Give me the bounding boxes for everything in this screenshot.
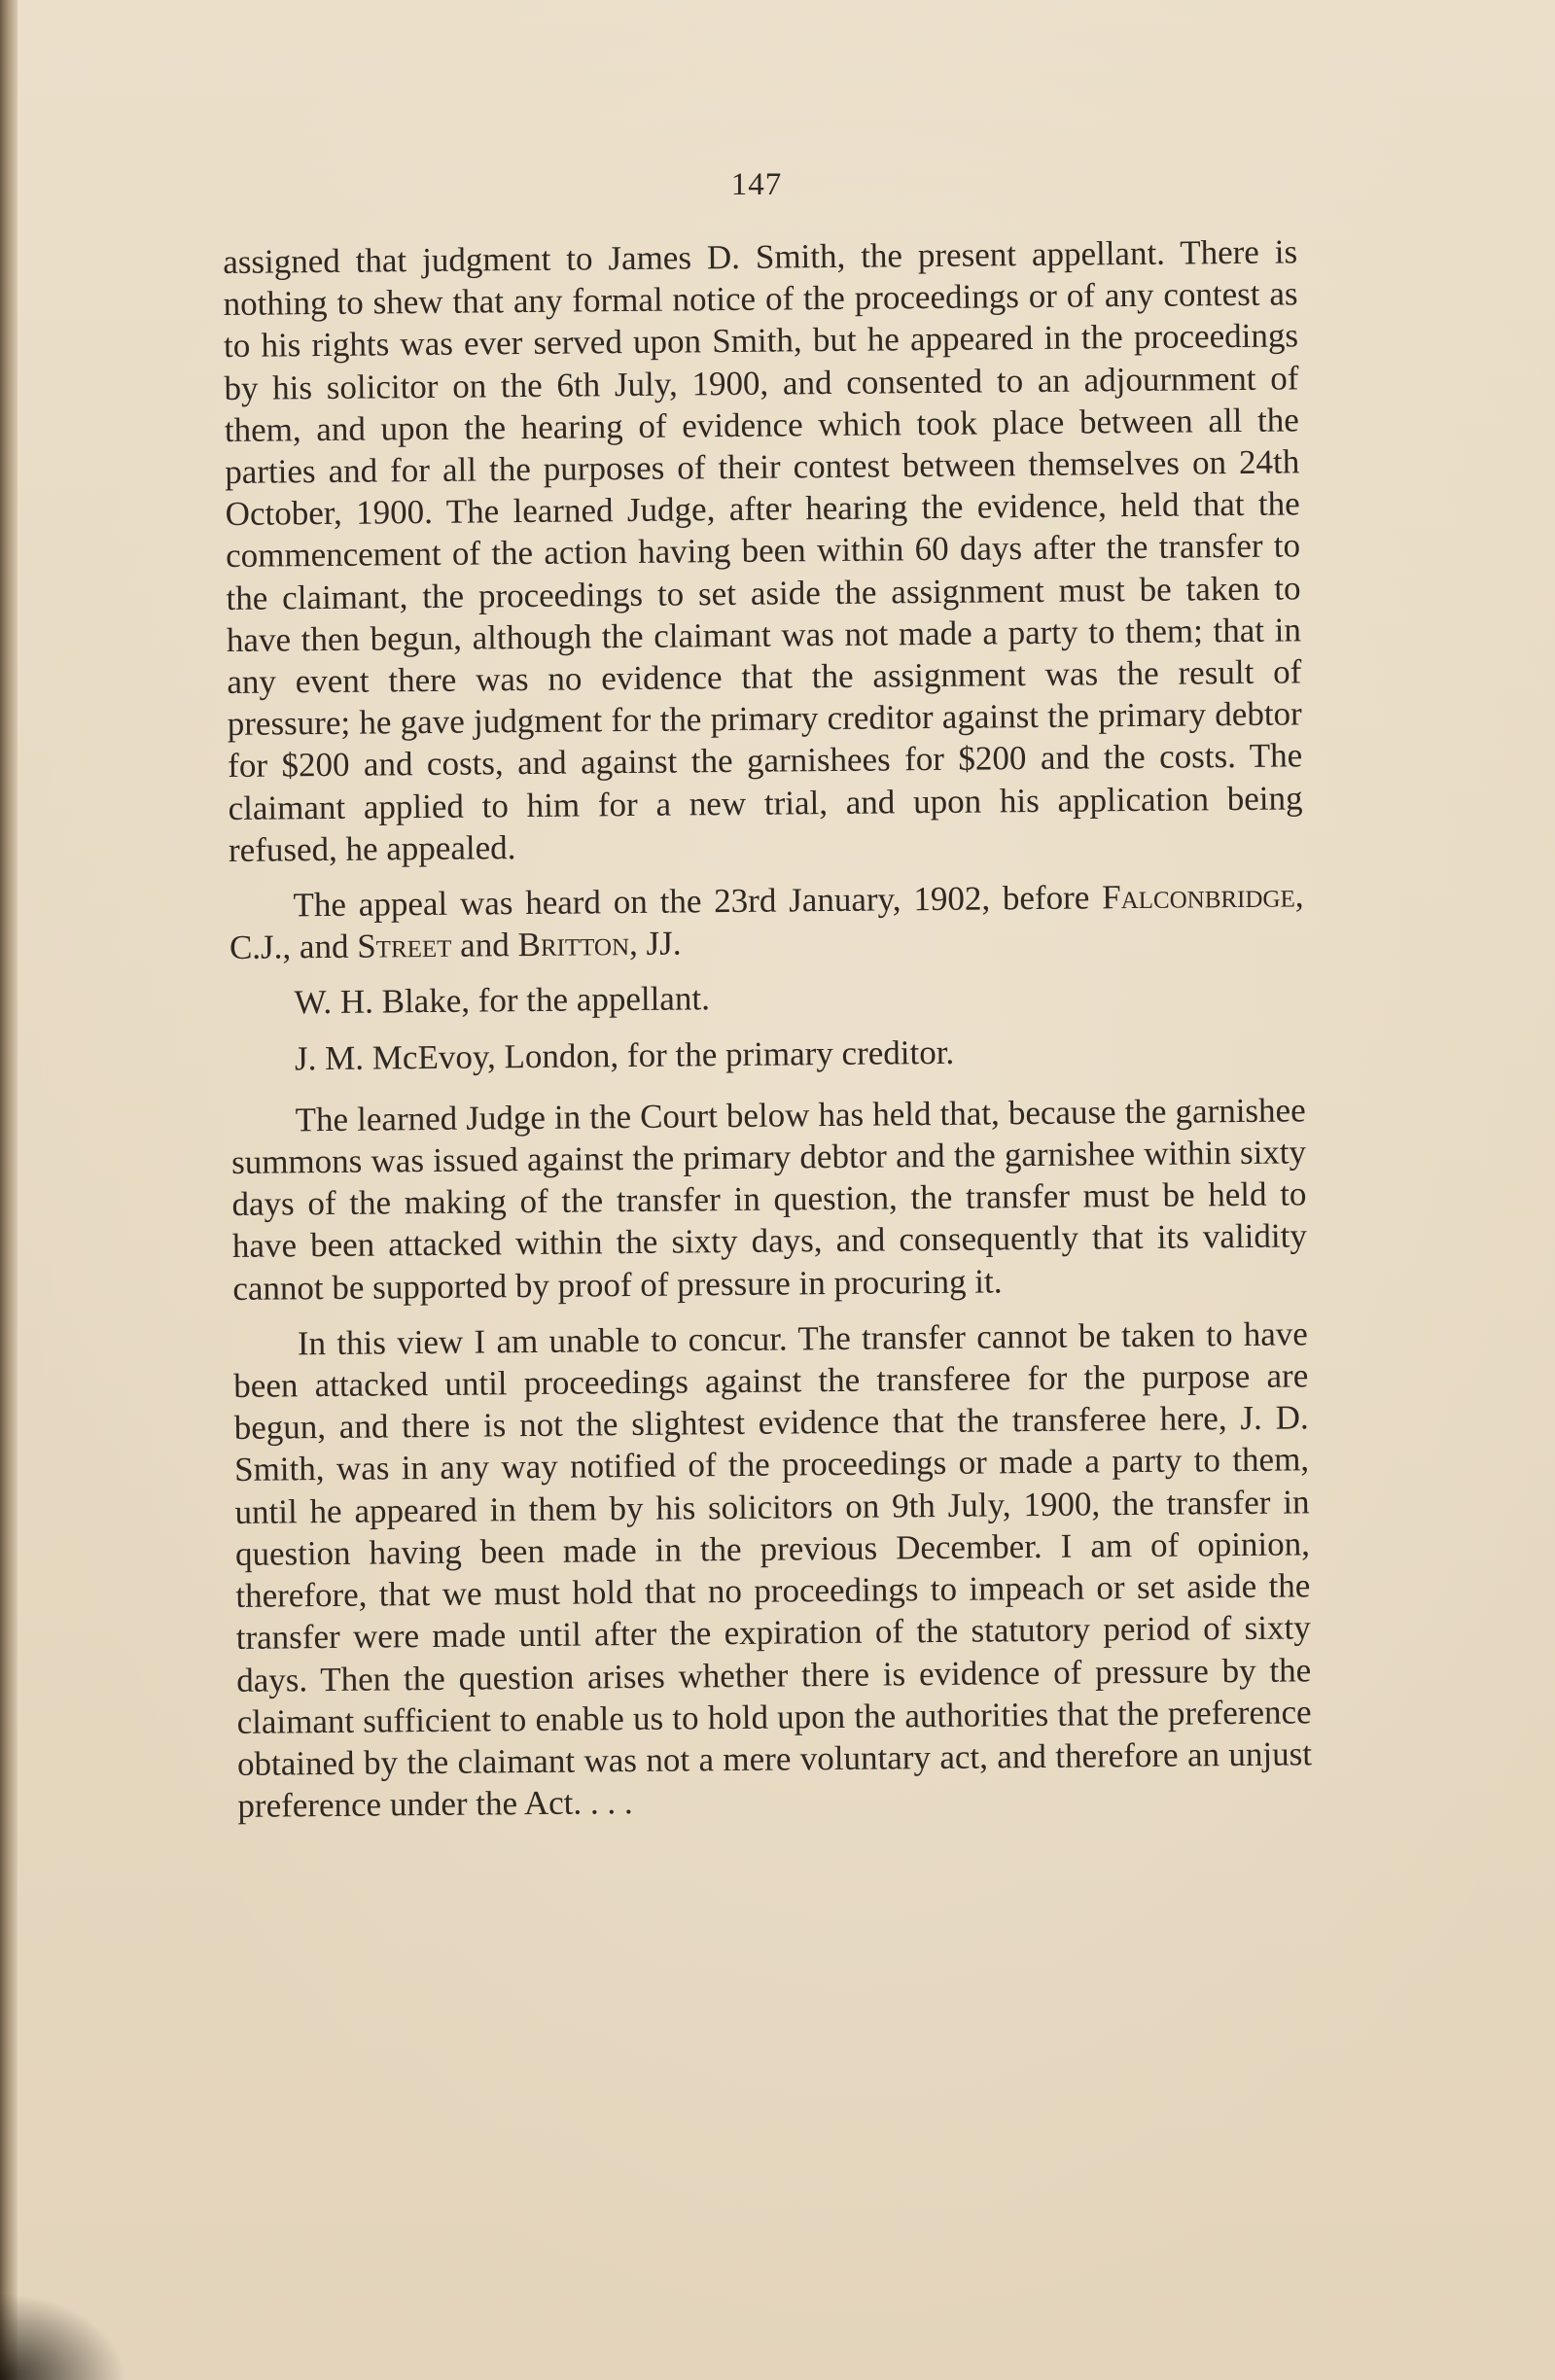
judge-name-street: Street	[357, 927, 452, 965]
counsel-appellant: W. H. Blake, for the appellant.	[294, 979, 711, 1022]
paragraph-court-below: The learned Judge in the Court below has held that, because the garnishee summons was issued against the primary debtor and the garnishee within sixty days of the making of the transfer in question, the transfer must be held to have been attacked within the sixty days, and consequently that its validity cannot be supported by proof of pressure in procuring it.	[230, 1091, 1308, 1308]
paragraph-appeal-heard	[229, 874, 1304, 968]
judge-name-britton: Britton	[517, 925, 630, 964]
corner-shadow	[0, 2292, 126, 2380]
judge-name-falconbridge: Falconbridge	[1101, 876, 1295, 917]
appeal-heard-text: The appeal was heard on the 23rd January, 1902, before	[293, 878, 1090, 925]
appeal-heard-end: , JJ.	[628, 924, 682, 963]
body-text	[223, 230, 1313, 1827]
appeal-heard-mid1: , C.J., and	[229, 876, 1304, 967]
paragraph-opinion: In this view I am unable to concur. The transfer cannot be taken to have been attacked until proceedings against the transferee for the purpose are begun, and there is not the slightest evidence that the transferee here, J. D. Smith, was in any way notified of the proceedings or made a party to them, until he appeared in them by his solicitors on 9th July, 1900, the transfer in question having been made in the previous December. I am of opinion, therefore, that we must hold that no proceedings to impeach or set aside the transfer were made until after the expiration of the statutory period of sixty days. Then the question arises whether there is evidence of pressure by the claimant sufficient to enable us to hold upon the authorities that the preference obtained by the claimant was not a mere voluntary act, and therefore an unjust preference under the Act. . . .	[233, 1314, 1313, 1826]
paragraph-judgment-history: assigned that judgment to James D. Smith, the present appellant. There is nothing to shew that any formal notice of the proceedings or of any contest as to his rights was ever served upon Smith, but he appeared in the proceedings by his solicitor on the 6th July, 1900, and consented to an adjournment of them, and upon the hearing of evidence which took place between all the parties and for all the purposes of their contest between themselves on 24th October, 1900. The learned Judge, after hearing the evidence, held that the commencement of the action having been within 60 days after the transfer to the claimant, the proceedings to set aside the assignment must be taken to have then begun, although the claimant was not made a party to them; that in any event there was no evidence that the assignment was the result of pressure; he gave judgment for the primary creditor against the primary debtor for $200 and costs, and against the garnishees for $200 and the costs. The claimant applied to him for a new trial, and upon his application being refused, he appealed.	[223, 232, 1303, 869]
page-number: 147	[730, 167, 783, 202]
book-spine-edge	[0, 0, 18, 2380]
appeal-heard-mid2: and	[460, 926, 510, 964]
counsel-primary-creditor: J. M. McEvoy, London, for the primary creditor.	[294, 1032, 955, 1077]
